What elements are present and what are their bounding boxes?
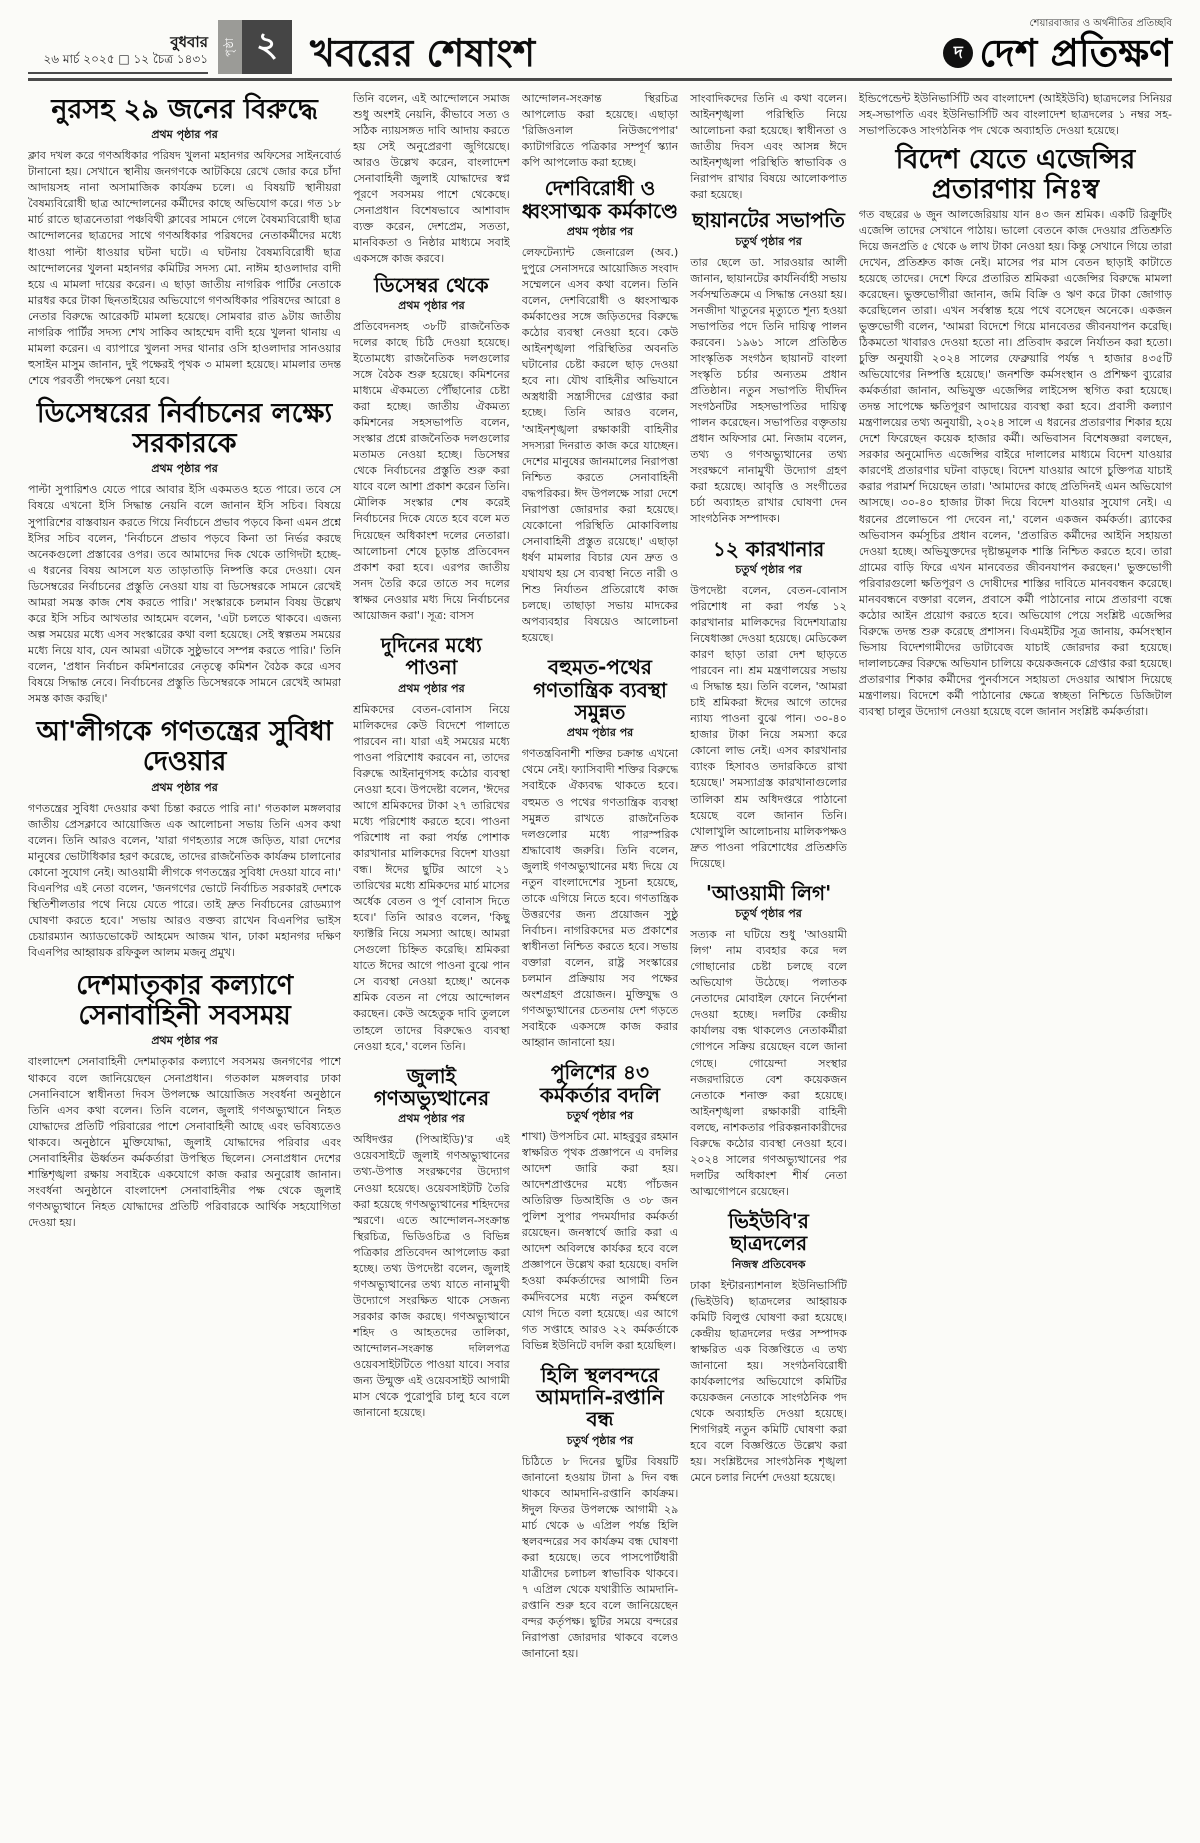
continued-from-label: প্রথম পৃষ্ঠার পর <box>398 298 465 312</box>
story-body: শ্রমিকদের বেতন-বোনাস নিয়ে মালিকদের কেউ বিদেশে পালাতে পারবেন না। যারা এই সময়ের মধ্যে পাওনা পরিশোধ করবেন না, তাদের বিরুদ্ধে আইনানুগসহ কঠোর ব্যবস্থা নেওয়া হবে। উপদেষ্টা বলেন, 'ঈদের আগে শ্রমিকদের টাকা ২৭ তারিখের মধ্যে পরিশোধ করতে হবে। পাওনা পরিশোধ না করা পর্যন্ত পোশাক কারখানার মালিকদের বিদেশ যাওয়া বন্ধ। ঈদের ছুটির আগে ২১ তারিখের মধ্যে শ্রমিকদের মার্চ মাসের অর্ধেক বেতন ও পূর্ণ বোনাস দিতে হবে।' তিনি আরও বলেন, 'কিছু ফ্যাক্টরি নিয়ে সমস্যা আছে। আমরা সেগুলো চিহ্নিত করেছি। শ্রমিকরা যাতে ঈদের আগে পাওনা বুঝে পান সে ব্যবস্থা নেওয়া হচ্ছে।' অনেক শ্রমিক বেতন না পেয়ে আন্দোলন করছেন। কেউ অহেতুক দাবি তুললে তাহলে তাদের বিরুদ্ধেও ব্যবস্থা নেওয়া হবে,' বলেন তিনি। <box>353 702 510 1053</box>
story <box>28 95 341 389</box>
story <box>353 1065 510 1422</box>
story <box>522 177 679 646</box>
story-body: সত্যক না ঘটিয়ে শুধু 'আওয়ামী লিগ' নাম ব্যবহার করে দল গোছানোর চেষ্টা চলছে বলে অভিযোগ উঠেছে। পলাতক নেতাদের মোবাইল ফোনে নির্দেশনা দেওয়া হচ্ছে। দলটির কেন্দ্রীয় কার্যালয় বন্ধ থাকলেও নেতাকর্মীরা গোপনে সক্রিয় রয়েছেন বলে জানা গেছে। গোয়েন্দা সংস্থার নজরদারিতে বেশ কয়েকজন নেতাকে শনাক্ত করা হয়েছে। আইনশৃঙ্খলা রক্ষাকারী বাহিনী বলছে, নাশকতার পরিকল্পনাকারীদের বিরুদ্ধে কঠোর ব্যবস্থা নেওয়া হবে। ২০২৪ সালের গণঅভ্যুত্থানের পর দলটির অধিকাংশ শীর্ষ নেতা আত্মগোপনে রয়েছেন। <box>690 928 847 1198</box>
column-lead-in: ইন্ডিপেন্ডেন্ট ইউনিভার্সিটি অব বাংলাদেশ (আইইউবি) ছাত্রদলের সিনিয়র সহ-সভাপতি এবং ইউনিভার্সিটি অব বাংলাদেশ ছাত্রদলের ১ নম্বর সহ-সভাপতিকেও সাংগঠনিক পদ থেকে অব্যাহতি দেওয়া হয়েছে। <box>858 92 1172 138</box>
story <box>859 145 1172 720</box>
story-headline: ছায়ানটের সভাপতি <box>692 208 845 233</box>
continued-from-label: চতুর্থ পৃষ্ঠার পর <box>566 1433 634 1447</box>
column-lead-in: আন্দোলন-সংক্রান্ত স্থিরচিত্র আপলোড করা হয়েছে। এছাড়া 'রিজিওনাল নিউজপেপার' ক্যাটাগরিতে পত্রিকার সম্পূর্ণ স্ক্যান কপি আপলোড করা হচ্ছে। <box>521 92 679 170</box>
story-headline: নুরসহ ২৯ জনের বিরুদ্ধে <box>51 94 318 125</box>
story-headline: ১২ কারখানার <box>712 536 825 561</box>
column-lead-in: সাংবাদিকদের তিনি এ কথা বলেন। আইনশৃঙ্খলা পরিস্থিতি নিয়ে আলোচনা করা হয়েছে। স্বাধীনতা ও জাতীয় দিবস এবং আসন্ন ঈদে আইনশৃঙ্খলা পরিস্থিতি স্বাভাবিক ও নিরাপদ রাখার বিষয়ে আলোকপাত করা হয়েছে। <box>690 92 847 202</box>
story <box>690 209 847 527</box>
masthead-name: দেশ প্রতিক্ষণ <box>979 31 1172 75</box>
date-block <box>28 33 208 74</box>
story <box>28 971 341 1231</box>
story <box>353 274 510 624</box>
story-body: গণতন্ত্রবিনাশী শক্তির চক্রান্ত এখনো থেমে নেই। ফ্যাসিবাদী শক্তির বিরুদ্ধে সবাইকে ঐক্যবদ্ধ থাকতে হবে। বহুমত ও পথের গণতান্ত্রিক ব্যবস্থা সমুন্নত রাখতে রাজনৈতিক দলগুলোর মধ্যে পারস্পরিক শ্রদ্ধাবোধ জরুরি। তিনি বলেন, জুলাই গণঅভ্যুত্থানের মধ্য দিয়ে যে নতুন বাংলাদেশের সূচনা হয়েছে, তাকে এগিয়ে নিতে হবে। গণতান্ত্রিক উত্তরণের জন্য প্রয়োজন সুষ্ঠু নির্বাচন। নাগরিকদের মত প্রকাশের স্বাধীনতা নিশ্চিত করতে হবে। সভায় বক্তারা বলেন, রাষ্ট্র সংস্কারের চলমান প্রক্রিয়ায় সব পক্ষের অংশগ্রহণ প্রয়োজন। মুক্তিযুদ্ধ ও গণঅভ্যুত্থানের চেতনায় দেশ গড়তে সবাইকে একসঙ্গে কাজ করার আহ্বান জানানো হয়। <box>521 747 679 1050</box>
story-headline: দেশমাতৃকার কল্যাণে সেনাবাহিনী সবসময় <box>76 970 294 1032</box>
section-title: খবরের শেষাংশ <box>310 31 536 75</box>
story-headline: পুলিশের ৪৩ কর্মকর্তার বদলি <box>539 1060 661 1107</box>
brand-emblem-icon: দ <box>943 38 973 68</box>
story-body: ঢাকা ইন্টারন্যাশনাল ইউনিভার্সিটি (ভিইউবি) ছাত্রদলের আহ্বায়ক কমিটি বিলুপ্ত ঘোষণা করা হয়েছে। কেন্দ্রীয় ছাত্রদলের দপ্তর সম্পাদক স্বাক্ষরিত এক বিজ্ঞপ্তিতে এ তথ্য জানানো হয়। সংগঠনবিরোধী কার্যকলাপের অভিযোগে কমিটির কয়েকজন নেতাকে সাংগঠনিক পদ থেকে অব্যাহতি দেওয়া হয়েছে। শিগগিরই নতুন কমিটি ঘোষণা করা হবে বলে বিজ্ঞপ্তিতে উল্লেখ করা হয়। সংশ্লিষ্টদের সাংগঠনিক শৃঙ্খলা মেনে চলার নির্দেশ দেওয়া হয়েছে। <box>690 1278 847 1485</box>
story-body: তার ছেলে ডা. সারওয়ার আলী জানান, ছায়ানটের কার্যনির্বাহী সভায় সর্বসম্মতিক্রমে এ সিদ্ধান্ত নেওয়া হয়। সনজীদা খাতুনের মৃত্যুতে শূন্য হওয়া সভাপতির পদে তিনি দায়িত্ব পালন করবেন। ১৯৬১ সালে প্রতিষ্ঠিত সাংস্কৃতিক সংগঠন ছায়ানট বাংলা সংস্কৃতি চর্চার অন্যতম প্রধান প্রতিষ্ঠান। নতুন সভাপতি দীর্ঘদিন সংগঠনটির সহসভাপতির দায়িত্ব পালন করেছেন। সভাপতির বক্তৃতায় প্রধান অফিসার মো. নিজাম বলেন, তথ্য ও গণঅভ্যুত্থানের তথ্য সংরক্ষণে নানামুখী উদ্যোগ গ্রহণ করা হয়েছে। আবৃত্তি ও সংগীতের চর্চা অব্যাহত রাখার ঘোষণা দেন সাংগঠনিক সম্পাদক। <box>690 255 847 526</box>
story-body: প্রতিবেদনসহ ৩৮টি রাজনৈতিক দলের কাছে চিঠি দেওয়া হয়েছে। ইতোমধ্যে রাজনৈতিক দলগুলোর সঙ্গে বৈঠক শুরু হয়েছে। কমিশনের মাধ্যমে ঐকমত্যে পৌঁছানোর চেষ্টা করা হচ্ছে। জাতীয় ঐকমত্য কমিশনের সহসভাপতি বলেন, সংস্কার প্রশ্নে রাজনৈতিক দলগুলোর মতামত নেওয়া হচ্ছে। ডিসেম্বর থেকে নির্বাচনের প্রস্তুতি শুরু করা যাবে বলে আশা প্রকাশ করেন তিনি। মৌলিক সংস্কার শেষ করেই নির্বাচনের দিকে যেতে হবে বলে মত দিয়েছেন অধিকাংশ দলের নেতারা। আলোচনা শেষে চূড়ান্ত প্রতিবেদন প্রকাশ করা হবে। এরপর জাতীয় সনদ তৈরি করে তাতে সব দলের স্বাক্ষর নেওয়ার মধ্য দিয়ে নির্বাচনের আয়োজন করা'। সূত্র: বাসস <box>353 319 510 622</box>
story-headline: ডিসেম্বর থেকে <box>374 272 489 297</box>
story-body: ক্লাব দখল করে গণঅধিকার পরিষদ খুলনা মহানগর অফিসের সাইনবোর্ড টানানো হয়। সেখানে স্থানীয় জনগণকে আটকিয়ে রেখে জোর করে চাঁদা আদায়সহ নানা অসামাজিক কার্যক্রম চলে। এ বিষয়টি স্থানীয়রা বৈষম্যবিরোধী ছাত্র আন্দোলনের কর্মীদের কাছে অভিযোগ করে। গত ১৮ মার্চ রাতে ছাত্রনেতারা পঞ্চবিথী ক্লাবের সামনে গেলে বৈষম্যবিরোধী ছাত্র আন্দোলনের ছাত্রদের সাথে গণঅধিকার পরিষদের নেতাকর্মীদের মধ্যে ধাওয়া পাল্টা ধাওয়ার ঘটনা ঘটে। এ ঘটনায় বৈষম্যবিরোধী ছাত্র আন্দোলনের খুলনা মহানগর কমিটির সদস্য মো. নাঈম হাওলাদার বাদী হয়ে এ মামলা দায়ের করেন। এ ছাড়া জাতীয় নাগরিক পার্টির নেতাকে মারধর করে টাকা ছিনতাইয়ের অভিযোগে গণঅধিকার পরিষদের আরো ৪ নেতার বিরুদ্ধে আরেকটি মামলা হয়েছে। সোমবার রাত ৯টায় জাতীয় নাগরিক পার্টির সদস্য শেখ সাকিব আহম্মেদ বাদী হয়ে খুলনা থানায় এ মামলা করেন। এ ব্যাপারে খুলনা সদর থানার ওসি হাওলাদার সানওয়ার হুসাইন মাসুম জানান, দুই পক্ষেরই পৃথক ৩ মামলা হয়েছে। মামলার তদন্ত শেষে পরবর্তী পদক্ষেপ নেয়া হবে। <box>28 149 342 387</box>
masthead-tagline: শেয়ারবাজার ও অর্থনীতির প্রতিচ্ছবি <box>1029 18 1172 29</box>
story-headline: দেশবিরোধী ও ধ্বংসাত্মক কর্মকাণ্ডে <box>521 176 679 223</box>
continued-from-label: চতুর্থ পৃষ্ঠার পর <box>735 234 802 248</box>
story-headline: হিলি স্থলবন্দরে আমদানি-রপ্তানি বন্ধ <box>536 1362 664 1432</box>
continued-from-label: প্রথম পৃষ্ঠার পর <box>151 128 218 142</box>
page-header <box>0 0 1200 74</box>
column-4 <box>690 91 847 1819</box>
page-label: পৃষ্ঠা <box>218 20 242 74</box>
story <box>353 634 510 1055</box>
column-2 <box>353 91 510 1819</box>
story-headline: আ'লীগকে গণতন্ত্রের সুবিধা দেওয়ার <box>36 716 333 778</box>
story <box>690 882 847 1200</box>
story-body: উপদেষ্টা বলেন, বেতন-বোনাস পরিশোধ না করা পর্যন্ত ১২ কারখানার মালিকদের বিদেশযাত্রায় নিষেধাজ্ঞা দেওয়া হয়েছে। মেডিকেল কারণ ছাড়া তারা দেশ ছাড়তে পারবেন না। শ্রম মন্ত্রণালয়ের সভায় এ সিদ্ধান্ত হয়। তিনি বলেন, 'আমরা চাই শ্রমিকরা ঈদের আগে তাদের ন্যায্য পাওনা বুঝে পান। ৩০-৪০ হাজার টাকা নিয়ে সমস্যা করে কোনো লাভ নেই। এসব কারখানার ব্যাংক হিসাবও তদারকিতে রাখা হয়েছে।' সমস্যাগ্রস্ত কারখানাগুলোর তালিকা শ্রম অধিদপ্তরে পাঠানো হয়েছে বলে জানান তিনি। খোলাখুলি আলোচনায় মালিকপক্ষও দ্রুত পাওনা পরিশোধের প্রতিশ্রুতি দিয়েছে। <box>690 583 847 870</box>
column-3 <box>522 91 679 1819</box>
continued-from-label: চতুর্থ পৃষ্ঠার পর <box>735 907 802 921</box>
story <box>522 1061 679 1353</box>
continued-from-label: প্রথম পৃষ্ঠার পর <box>151 462 218 476</box>
story-headline: ভিইউবি'র ছাত্রদলের <box>728 1208 809 1256</box>
weekday-label: বুধবার <box>170 33 208 52</box>
story-headline: বহুমত-পথের গণতান্ত্রিক ব্যবস্থা সমুন্নত <box>533 655 667 724</box>
news-columns <box>0 81 1200 1819</box>
continued-from-label: চতুর্থ পৃষ্ঠার পর <box>735 562 802 576</box>
story-body: লেফটেন্যান্ট জেনারেল (অব.) দুপুরে সেনাসদরে আয়োজিত সংবাদ সম্মেলনে এসব কথা বলেন। তিনি বলেন, দেশবিরোধী ও ধ্বংসাত্মক কর্মকাণ্ডের সঙ্গে জড়িতদের বিরুদ্ধে কঠোর ব্যবস্থা নেওয়া হবে। কেউ আইনশৃঙ্খলা পরিস্থিতির অবনতি ঘটানোর চেষ্টা করলে ছাড় দেওয়া হবে না। যৌথ বাহিনীর অভিযানে অস্ত্রধারী সন্ত্রাসীদের গ্রেপ্তার করা হচ্ছে। তিনি আরও বলেন, 'আইনশৃঙ্খলা রক্ষাকারী বাহিনীর সদস্যরা দিনরাত কাজ করে যাচ্ছেন। দেশের মানুষের জানমালের নিরাপত্তা নিশ্চিত করতে সেনাবাহিনী বদ্ধপরিকর। ঈদ উপলক্ষে সারা দেশে নিরাপত্তা জোরদার করা হয়েছে। যেকোনো পরিস্থিতি মোকাবিলায় সেনাবাহিনী প্রস্তুত রয়েছে।' এছাড়া ধর্ষণ মামলার বিচার যেন দ্রুত ও যথাযথ হয় সে ব্যবস্থা নিতে নারী ও শিশু নির্যাতন প্রতিরোধে কাজ চলছে। তাছাড়া সভায় মাদকের অপব্যবহার বিষয়েও আলোচনা হয়েছে। <box>521 246 679 645</box>
page-number: ২ <box>242 20 292 74</box>
masthead-logo <box>943 31 1172 75</box>
story-headline: বিদেশ যেতে এজেন্সির প্রতারণায় নিঃস্ব <box>895 144 1136 206</box>
story <box>690 538 847 872</box>
story <box>690 1210 847 1486</box>
continued-from-label: নিজস্ব প্রতিবেদক <box>731 1257 806 1271</box>
story-body: বাংলাদেশ সেনাবাহিনী দেশমাতৃকার কল্যাণে সবসময় জনগণের পাশে থাকবে বলে জানিয়েছেন সেনাপ্রধান। গতকাল মঙ্গলবার ঢাকা সেনানিবাসে স্বাধীনতা দিবস উপলক্ষে আয়োজিত সংবর্ধনা অনুষ্ঠানে তিনি এসব কথা বলেন। তিনি বলেন, জুলাই গণঅভ্যুত্থানে নিহত যোদ্ধাদের প্রতিটি পরিবারের পাশে সেনাবাহিনী আছে এবং ভবিষ্যতেও থাকবে। অনুষ্ঠানে মুক্তিযোদ্ধা, জুলাই যোদ্ধাদের পরিবার এবং সেনাবাহিনীর ঊর্ধ্বতন কর্মকর্তারা উপস্থিত ছিলেন। সেনাপ্রধান দেশের শান্তিশৃঙ্খলা রক্ষায় সবাইকে একযোগে কাজ করার অনুরোধ জানান। সংবর্ধনা অনুষ্ঠানে বাংলাদেশ সেনাবাহিনীর পক্ষ থেকে জুলাই গণঅভ্যুত্থানে নিহত যোদ্ধাদের প্রতিটি পরিবারকে আর্থিক সহযোগিতা দেওয়া হয়। <box>28 1055 342 1229</box>
story <box>522 656 679 1051</box>
continued-from-label: চতুর্থ পৃষ্ঠার পর <box>566 1109 634 1123</box>
page-number-tag <box>218 20 292 74</box>
story <box>522 1364 679 1663</box>
story-headline: জুলাই গণঅভ্যুত্থানের <box>373 1063 490 1110</box>
continued-from-label: প্রথম পৃষ্ঠার পর <box>398 1112 465 1126</box>
story-body: গত বছরের ৬ জুন আলজেরিয়ায় যান ৪৩ জন শ্রমিক। একটি রিক্রুটিং এজেন্সি তাদের সেখানে পাঠায়। ভালো বেতনে কাজ দেওয়ার প্রতিশ্রুতি দিয়ে জনপ্রতি ৫ থেকে ৬ লাখ টাকা নেওয়া হয়। কিন্তু সেখানে গিয়ে তারা দেখেন, প্রতিশ্রুত কাজ নেই। মাসের পর মাস বেতন ছাড়াই কাটাতে হয়েছে তাদের। দেশে ফিরে প্রতারিত শ্রমিকরা এজেন্সির বিরুদ্ধে মামলা করেছেন। ভুক্তভোগীরা জানান, জমি বিক্রি ও ঋণ করে টাকা জোগাড় করেছিলেন তারা। এখন সর্বস্বান্ত হয়ে পথে বসেছেন অনেকে। একজন ভুক্তভোগী বলেন, 'আমরা বিদেশে গিয়ে মানবেতর জীবনযাপন করেছি। ঠিকমতো খাবারও দেওয়া হতো না। প্রতিবাদ করলে নির্যাতন করা হতো। চুক্তি অনুযায়ী ২০২৪ সালের ফেব্রুয়ারি পর্যন্ত ৭ হাজার ৪৩৫টি অভিযোগের নিষ্পত্তি হয়েছে।' জনশক্তি কর্মসংস্থান ও প্রশিক্ষণ ব্যুরোর কর্মকর্তারা জানান, অভিযুক্ত এজেন্সির লাইসেন্স স্থগিত করা হয়েছে। তদন্ত সাপেক্ষে ক্ষতিপূরণ আদায়ের ব্যবস্থা করা হবে। প্রবাসী কল্যাণ মন্ত্রণালয়ের তথ্য অনুযায়ী, ২০২৪ সালে এ ধরনের প্রতারণার শিকার হয়ে দেশে ফিরেছেন কয়েক হাজার কর্মী। অভিবাসন বিশেষজ্ঞরা বলছেন, সরকার অনুমোদিত এজেন্সির বাইরে দালালের মাধ্যমে বিদেশ যাওয়ার কারণেই প্রতারণার ঘটনা বাড়ছে। বিদেশ যাওয়ার আগে চুক্তিপত্র যাচাই করার পরামর্শ দিয়েছেন তারা। 'আমাদের কাছে প্রতিদিনই এমন অভিযোগ আসছে। ৩০-৪০ হাজার টাকা দিয়ে বিদেশ যাওয়ার সুযোগ নেই। এ ধরনের প্রলোভনে পা দেবেন না,' বলেন একজন কর্মকর্তা। ব্র্যাকের অভিবাসন কর্মসূচির প্রধান বলেন, 'প্রতারিত কর্মীদের আইনি সহায়তা দেওয়া হচ্ছে। অভিযুক্তদের দৃষ্টান্তমূলক শাস্তি নিশ্চিত করতে হবে। তারা গ্রামের বাড়ি ফিরে এখন মানবেতর জীবনযাপন করছেন।' ভুক্তভোগী পরিবারগুলো ক্ষতিপূরণ ও দোষীদের শাস্তির দাবিতে মানববন্ধন করেছে। মানববন্ধনে বক্তারা বলেন, প্রবাসে কর্মী পাঠানোর নামে প্রতারণা বন্ধে কঠোর আইন প্রয়োগ করতে হবে। অভিযোগ পেয়ে সংশ্লিষ্ট এজেন্সির বিরুদ্ধে তদন্ত শুরু করেছে প্রশাসন। বিএমইটির সূত্র জানায়, কর্মসংস্থান ভিসায় বিদেশগামীদের ডাটাবেজ যাচাই জোরদার করা হয়েছে। দালালচক্রের বিরুদ্ধে অভিযান চালিয়ে কয়েকজনকে গ্রেপ্তার করা হয়েছে। প্রতারণার শিকার কর্মীদের পুনর্বাসনে সহায়তা দেওয়ার আশ্বাস দিয়েছে মন্ত্রণালয়। বিদেশে কর্মী পাঠানোর ক্ষেত্রে স্বচ্ছতা নিশ্চিতে ডিজিটাল ব্যবস্থা চালুর উদ্যোগ নেওয়া হয়েছে বলে জানান সংশ্লিষ্ট কর্মকর্তারা। <box>858 207 1172 719</box>
story <box>28 399 341 707</box>
column-right <box>859 91 1172 1819</box>
story-body: অধিদপ্তর (পিআইডি)'র এই ওয়েবসাইটে জুলাই গণঅভ্যুত্থানের তথ্য-উপাত্ত সংরক্ষণের উদ্যোগ নেওয়া হয়েছে। ওয়েবসাইটটি তৈরি করা হয়েছে গণঅভ্যুত্থানের শহিদদের স্মরণে। এতে আন্দোলন-সংক্রান্ত স্থিরচিত্র, ভিডিওচিত্র ও বিভিন্ন পত্রিকার প্রতিবেদন আপলোড করা হচ্ছে। তথ্য উপদেষ্টা বলেন, জুলাই গণঅভ্যুত্থানের তথ্য যাতে নানামুখী উদ্যোগে সংরক্ষিত থাকে সেজন্য সরকার কাজ করছে। গণঅভ্যুত্থানে শহিদ ও আহতদের তালিকা, আন্দোলন-সংক্রান্ত দলিলপত্র ওয়েবসাইটটিতে পাওয়া যাবে। সবার জন্য উন্মুক্ত এই ওয়েবসাইট আগামী মাস থেকে পুরোপুরি চালু হবে বলে জানানো হয়েছে। <box>353 1133 510 1420</box>
continued-from-label: প্রথম পৃষ্ঠার পর <box>566 225 634 239</box>
story-body: চিঠিতে ৮ দিনের ছুটির বিষয়টি জানানো হওয়ায় টানা ৯ দিন বন্ধ থাকবে আমদানি-রপ্তানি কার্যক্রম। ঈদুল ফিতর উপলক্ষে আগামী ২৯ মার্চ থেকে ৬ এপ্রিল পর্যন্ত হিলি স্থলবন্দরের সব কার্যক্রম বন্ধ ঘোষণা করা হয়েছে। তবে পাসপোর্টধারী যাত্রীদের চলাচল স্বাভাবিক থাকবে। ৭ এপ্রিল থেকে যথারীতি আমদানি-রপ্তানি শুরু হবে বলে জানিয়েছেন বন্দর কর্তৃপক্ষ। ছুটির সময়ে বন্দরের নিরাপত্তা জোরদার থাকবে বলেও জানানো হয়। <box>521 1454 679 1661</box>
column-lead-in: তিনি বলেন, এই আন্দোলনে সমাজ শুধু অংশই নেয়নি, কীভাবে সত্য ও সঠিক ন্যায়সঙ্গত দাবি আদায় করতে হয় সেই অনুপ্রেরণা জুগিয়েছে। আরও উল্লেখ করেন, বাংলাদেশ সেনাবাহিনী জুলাই যোদ্ধাদের স্বপ্ন পূরণে সবসময় পাশে থেকেছে। সেনাপ্রধান বিশেষভাবে আশাবাদ ব্যক্ত করেন, দেশপ্রেম, সততা, মানবিকতা ও নিষ্ঠার মাধ্যমে সবাই একসঙ্গে কাজ করবে। <box>353 92 510 266</box>
story-body: পাল্টা সুপারিশও যেতে পারে আবার ইসি একমতও হতে পারে। তবে সে বিষয়ে এখনো ইসি সিদ্ধান্ত নেয়নি বলে জানান ইসি সচিব। বিষয়ে সুপারিশের বাস্তবায়ন করতে গিয়ে নির্বাচনে প্রভাব পড়বে কিনা এমন প্রশ্নে ইসির সচিব বলেন, 'নির্বাচনে প্রভাব পড়বে কিনা তা নির্ভর করছে অনেকগুলো প্রস্তাবের ওপর। তবে আমাদের দিক থেকে তাগিদটা হচ্ছে- এ ধরনের বিষয় আসলে যত তাড়াতাড়ি নিষ্পত্তি করে দেওয়া। যেন ডিসেম্বরের নির্বাচনের প্রস্তুতি নেওয়া যায় বা ডিসেম্বরকে সামনে রেখেই আমরা সমস্ত কাজ শেষ করতে পারি।' সংস্কারকে চলমান বিষয় উল্লেখ করে ইসি সচিব আখতার আহমেদ বলেন, 'এটা চলতে থাকবে। এজন্য অল্প সময়ের মধ্যে এসব সংস্কারের কথা বলা হয়েছে। সেই স্বল্পতম সময়ের মধ্যে নিয়ে যাব, যেন আমরা এটাকে সুষ্ঠুভাবে সম্পন্ন করতে পারি।' তিনি বলেন, 'প্রধান নির্বাচন কমিশনারের নেতৃত্বে কমিশন বৈঠক করে এসব বিষয়ে সিদ্ধান্ত নেবে। নির্বাচনের প্রস্তুতি ডিসেম্বরকে সামনে রেখেই আমরা সমস্ত কাজ করছি।' <box>28 483 342 706</box>
story-headline: ডিসেম্বরের নির্বাচনের লক্ষ্যে সরকারকে <box>36 397 333 460</box>
story-headline: 'আওয়ামী লিগ' <box>705 880 832 905</box>
continued-from-label: প্রথম পৃষ্ঠার পর <box>566 726 634 740</box>
story-headline: দুদিনের মধ্যে পাওনা <box>381 632 482 680</box>
masthead <box>943 16 1172 74</box>
continued-from-label: প্রথম পৃষ্ঠার পর <box>151 780 218 794</box>
continued-from-label: প্রথম পৃষ্ঠার পর <box>398 681 465 695</box>
story-body: গণতন্ত্রের সুবিধা দেওয়ার কথা চিন্তা করতে পারি না।' গতকাল মঙ্গলবার জাতীয় প্রেসক্লাবে আয়োজিত এক আলোচনা সভায় তিনি এসব কথা বলেন। তিনি আরও বলেন, 'যারা গণহত্যার সঙ্গে জড়িত, যারা দেশের মানুষের ভোটাধিকার হরণ করেছে, তাদের রাজনৈতিক কার্যক্রম চালানোর কোনো সুযোগ নেই। আওয়ামী লীগকে গণতন্ত্রের সুবিধা দেওয়া যাবে না।' বিএনপির এই নেতা বলেন, 'জনগণের ভোটে নির্বাচিত সরকারই দেশকে স্থিতিশীলতার পথে নিয়ে যেতে পারে। তাই দ্রুত নির্বাচনের রোডম্যাপ ঘোষণা করতে হবে।' সভায় আরও বক্তব্য রাখেন বিএনপির ভাইস চেয়ারম্যান অ্যাডভোকেট আহমেদ আজম খান, ঢাকা মহানগর দক্ষিণ বিএনপির আহ্বায়ক রফিকুল আলম মজনু প্রমুখ। <box>28 801 342 959</box>
date-line: ২৬ মার্চ ২০২৫ □ ১২ চৈত্র ১৪৩১ <box>43 52 208 67</box>
continued-from-label: প্রথম পৃষ্ঠার পর <box>151 1034 218 1048</box>
story <box>28 717 341 961</box>
story-body: শাখা) উপসচিব মো. মাহবুবুর রহমান স্বাক্ষরিত পৃথক প্রজ্ঞাপনে এ বদলির আদেশ জারি করা হয়। আদেশপ্রাপ্তদের মধ্যে পাঁচজন অতিরিক্ত ডিআইজি ও ৩৮ জন পুলিশ সুপার পদমর্যাদার কর্মকর্তা রয়েছেন। জনস্বার্থে জারি করা এ আদেশ অবিলম্বে কার্যকর হবে বলে প্রজ্ঞাপনে উল্লেখ করা হয়েছে। বদলি হওয়া কর্মকর্তাদের আগামী তিন কর্মদিবসের মধ্যে নতুন কর্মস্থলে যোগ দিতে বলা হয়েছে। এর আগে গত সপ্তাহে আরও ২২ কর্মকর্তাকে বিভিন্ন ইউনিটে বদলি করা হয়েছিল। <box>521 1130 679 1352</box>
column-left <box>28 91 341 1819</box>
